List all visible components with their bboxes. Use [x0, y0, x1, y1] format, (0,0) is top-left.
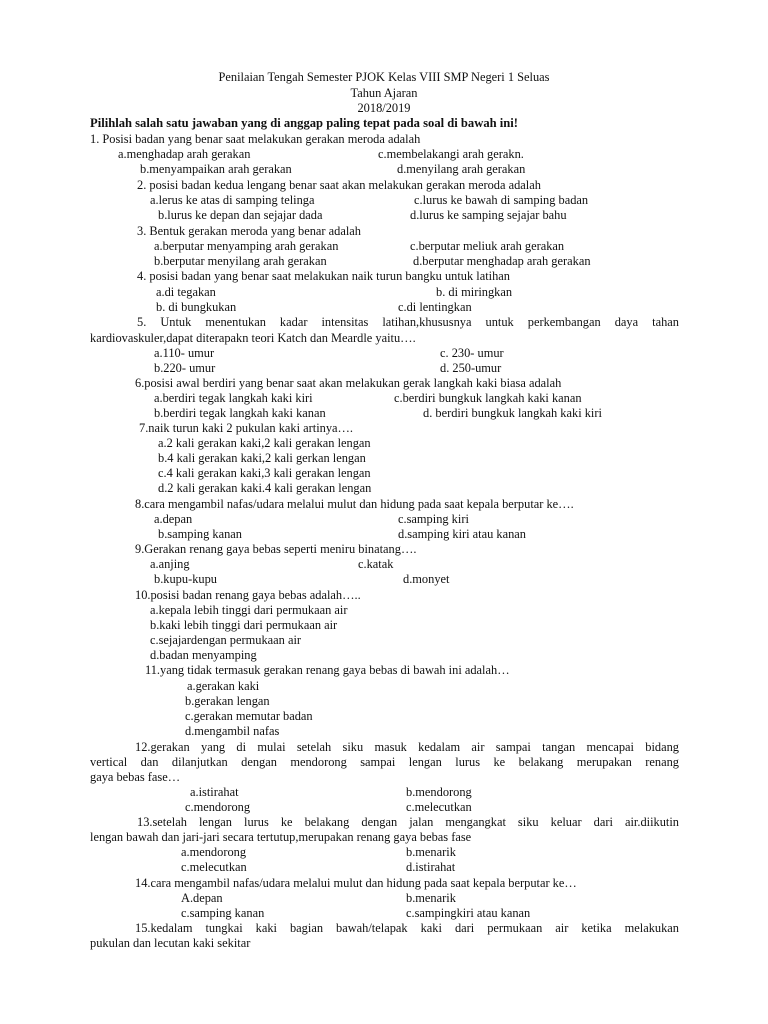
option-2d: d.lurus ke samping sejajar bahu — [410, 208, 567, 222]
option-7a: a.2 kali gerakan kaki,2 kali gerakan lengan — [158, 436, 371, 450]
option-8a: a.depan — [154, 512, 193, 526]
question-7: 7.naik turun kaki 2 pukulan kaki artinya…. — [139, 421, 354, 435]
option-2b: b.lurus ke depan dan sejajar dada — [158, 208, 323, 222]
option-11b: b.gerakan lengan — [185, 694, 270, 708]
option-3a: a.berputar menyamping arah gerakan — [154, 239, 339, 253]
question-13-line-1: 13.setelah lengan lurus ke belakang dengan jalan mengangkat siku keluar dari air.diikutin — [137, 815, 679, 829]
exam-title: Penilaian Tengah Semester PJOK Kelas VIII SMP Negeri 1 Seluas — [218, 70, 550, 84]
option-13d: d.istirahat — [406, 860, 456, 874]
option-14a: A.depan — [181, 891, 223, 905]
option-9d: d.monyet — [403, 572, 450, 586]
option-4b2: b. di miringkan — [436, 285, 513, 299]
option-14c: c.samping kanan — [181, 906, 265, 920]
option-2a: a.lerus ke atas di samping telinga — [150, 193, 315, 207]
option-8d: d.samping kiri atau kanan — [398, 527, 527, 541]
option-14b: b.menarik — [406, 891, 456, 905]
option-3c: c.berputar meliuk arah gerakan — [410, 239, 565, 253]
option-1c: c.membelakangi arah gerakn. — [378, 147, 524, 161]
option-5d: d. 250-umur — [440, 361, 502, 375]
option-8c: c.samping kiri — [398, 512, 469, 526]
option-4b: b. di bungkukan — [156, 300, 237, 314]
option-5a: a.110- umur — [154, 346, 215, 360]
option-13a: a.mendorong — [181, 845, 247, 859]
option-5b: b.220- umur — [154, 361, 216, 375]
option-9a: a.anjing — [150, 557, 190, 571]
option-9b: b.kupu-kupu — [154, 572, 217, 586]
option-12a: a.istirahat — [190, 785, 239, 799]
question-12-line-1: 12.gerakan yang di mulai setelah siku masuk kedalam air sampai tangan mencapai bidang — [135, 740, 679, 754]
question-2: 2. posisi badan kedua lengang benar saat akan melakukan gerakan meroda adalah — [137, 178, 541, 192]
question-15-line-1: 15.kedalam tungkai kaki bagian bawah/telapak kaki dari permukaan air ketika melakukan — [135, 921, 679, 935]
option-5c: c. 230- umur — [440, 346, 504, 360]
option-2c: c.lurus ke bawah di samping badan — [414, 193, 589, 207]
question-6: 6.posisi awal berdiri yang benar saat akan melakukan gerak langkah kaki biasa adalah — [135, 376, 562, 390]
option-1b: b.menyampaikan arah gerakan — [140, 162, 292, 176]
option-6c: c.berdiri bungkuk langkah kaki kanan — [394, 391, 582, 405]
question-10: 10.posisi badan renang gaya bebas adalah….. — [135, 588, 361, 602]
question-5-line-2: kardiovaskuler,dapat diterapakn teori Katch dan Meardle yaitu…. — [90, 331, 416, 345]
option-8b: b.samping kanan — [158, 527, 242, 541]
option-13b: b.menarik — [406, 845, 456, 859]
exam-year: 2018/2019 — [357, 101, 411, 115]
option-12b: b.mendorong — [406, 785, 472, 799]
instruction: Pilihlah salah satu jawaban yang di anggap paling tepat pada soal di bawah ini! — [90, 116, 518, 130]
question-11: 11.yang tidak termasuk gerakan renang gaya bebas di bawah ini adalah… — [145, 663, 510, 677]
option-10a: a.kepala lebih tinggi dari permukaan air — [150, 603, 348, 617]
question-4: 4. posisi badan yang benar saat melakukan naik turun bangku untuk latihan — [137, 269, 511, 283]
exam-subtitle: Tahun Ajaran — [350, 86, 418, 100]
option-7b: b.4 kali gerakan kaki,2 kali gerkan lengan — [158, 451, 366, 465]
option-6b: b.berdiri tegak langkah kaki kanan — [154, 406, 326, 420]
option-10c: c.sejajardengan permukaan air — [150, 633, 302, 647]
option-1d: d.menyilang arah gerakan — [397, 162, 526, 176]
option-7c: c.4 kali gerakan kaki,3 kali gerakan lengan — [158, 466, 371, 480]
question-9: 9.Gerakan renang gaya bebas seperti meniru binatang…. — [135, 542, 417, 556]
question-12-line-3: gaya bebas fase… — [90, 770, 181, 784]
option-11d: d.mengambil nafas — [185, 724, 280, 738]
question-14: 14.cara mengambil nafas/udara melalui mulut dan hidung pada saat kepala berputar ke… — [135, 876, 577, 890]
question-5-line-1: 5. Untuk menentukan kadar intensitas latihan,khususnya untuk perkembangan daya tahan — [137, 315, 679, 329]
option-10d: d.badan menyamping — [150, 648, 257, 662]
option-6d: d. berdiri bungkuk langkah kaki kiri — [423, 406, 602, 420]
option-3b: b.berputar menyilang arah gerakan — [154, 254, 327, 268]
question-1: 1. Posisi badan yang benar saat melakukan gerakan meroda adalah — [90, 132, 421, 146]
option-9c: c.katak — [358, 557, 394, 571]
option-7d: d.2 kali gerakan kaki.4 kali gerakan lengan — [158, 481, 372, 495]
option-4a: a.di tegakan — [156, 285, 216, 299]
option-13c: c.melecutkan — [181, 860, 247, 874]
option-4c: c.di lentingkan — [398, 300, 472, 314]
option-12c: c.mendorong — [185, 800, 251, 814]
option-3d: d.berputar menghadap arah gerakan — [413, 254, 591, 268]
question-12-line-2: vertical dan dilanjutkan dengan mendorong sampai lengan lurus ke belakang merupakan renang — [90, 755, 679, 769]
option-14d: c.sampingkiri atau kanan — [406, 906, 531, 920]
question-15-line-2: pukulan dan lecutan kaki sekitar — [90, 936, 251, 950]
option-1a: a.menghadap arah gerakan — [118, 147, 251, 161]
question-13-line-2: lengan bawah dan jari-jari secara tertutup,merupakan renang gaya bebas fase — [90, 830, 472, 844]
option-6a: a.berdiri tegak langkah kaki kiri — [154, 391, 313, 405]
option-11c: c.gerakan memutar badan — [185, 709, 313, 723]
question-8: 8.cara mengambil nafas/udara melalui mulut dan hidung pada saat kepala berputar ke…. — [135, 497, 574, 511]
option-12d: c.melecutkan — [406, 800, 472, 814]
option-10b: b.kaki lebih tinggi dari permukaan air — [150, 618, 338, 632]
option-11a: a.gerakan kaki — [187, 679, 260, 693]
question-3: 3. Bentuk gerakan meroda yang benar adalah — [137, 224, 361, 238]
